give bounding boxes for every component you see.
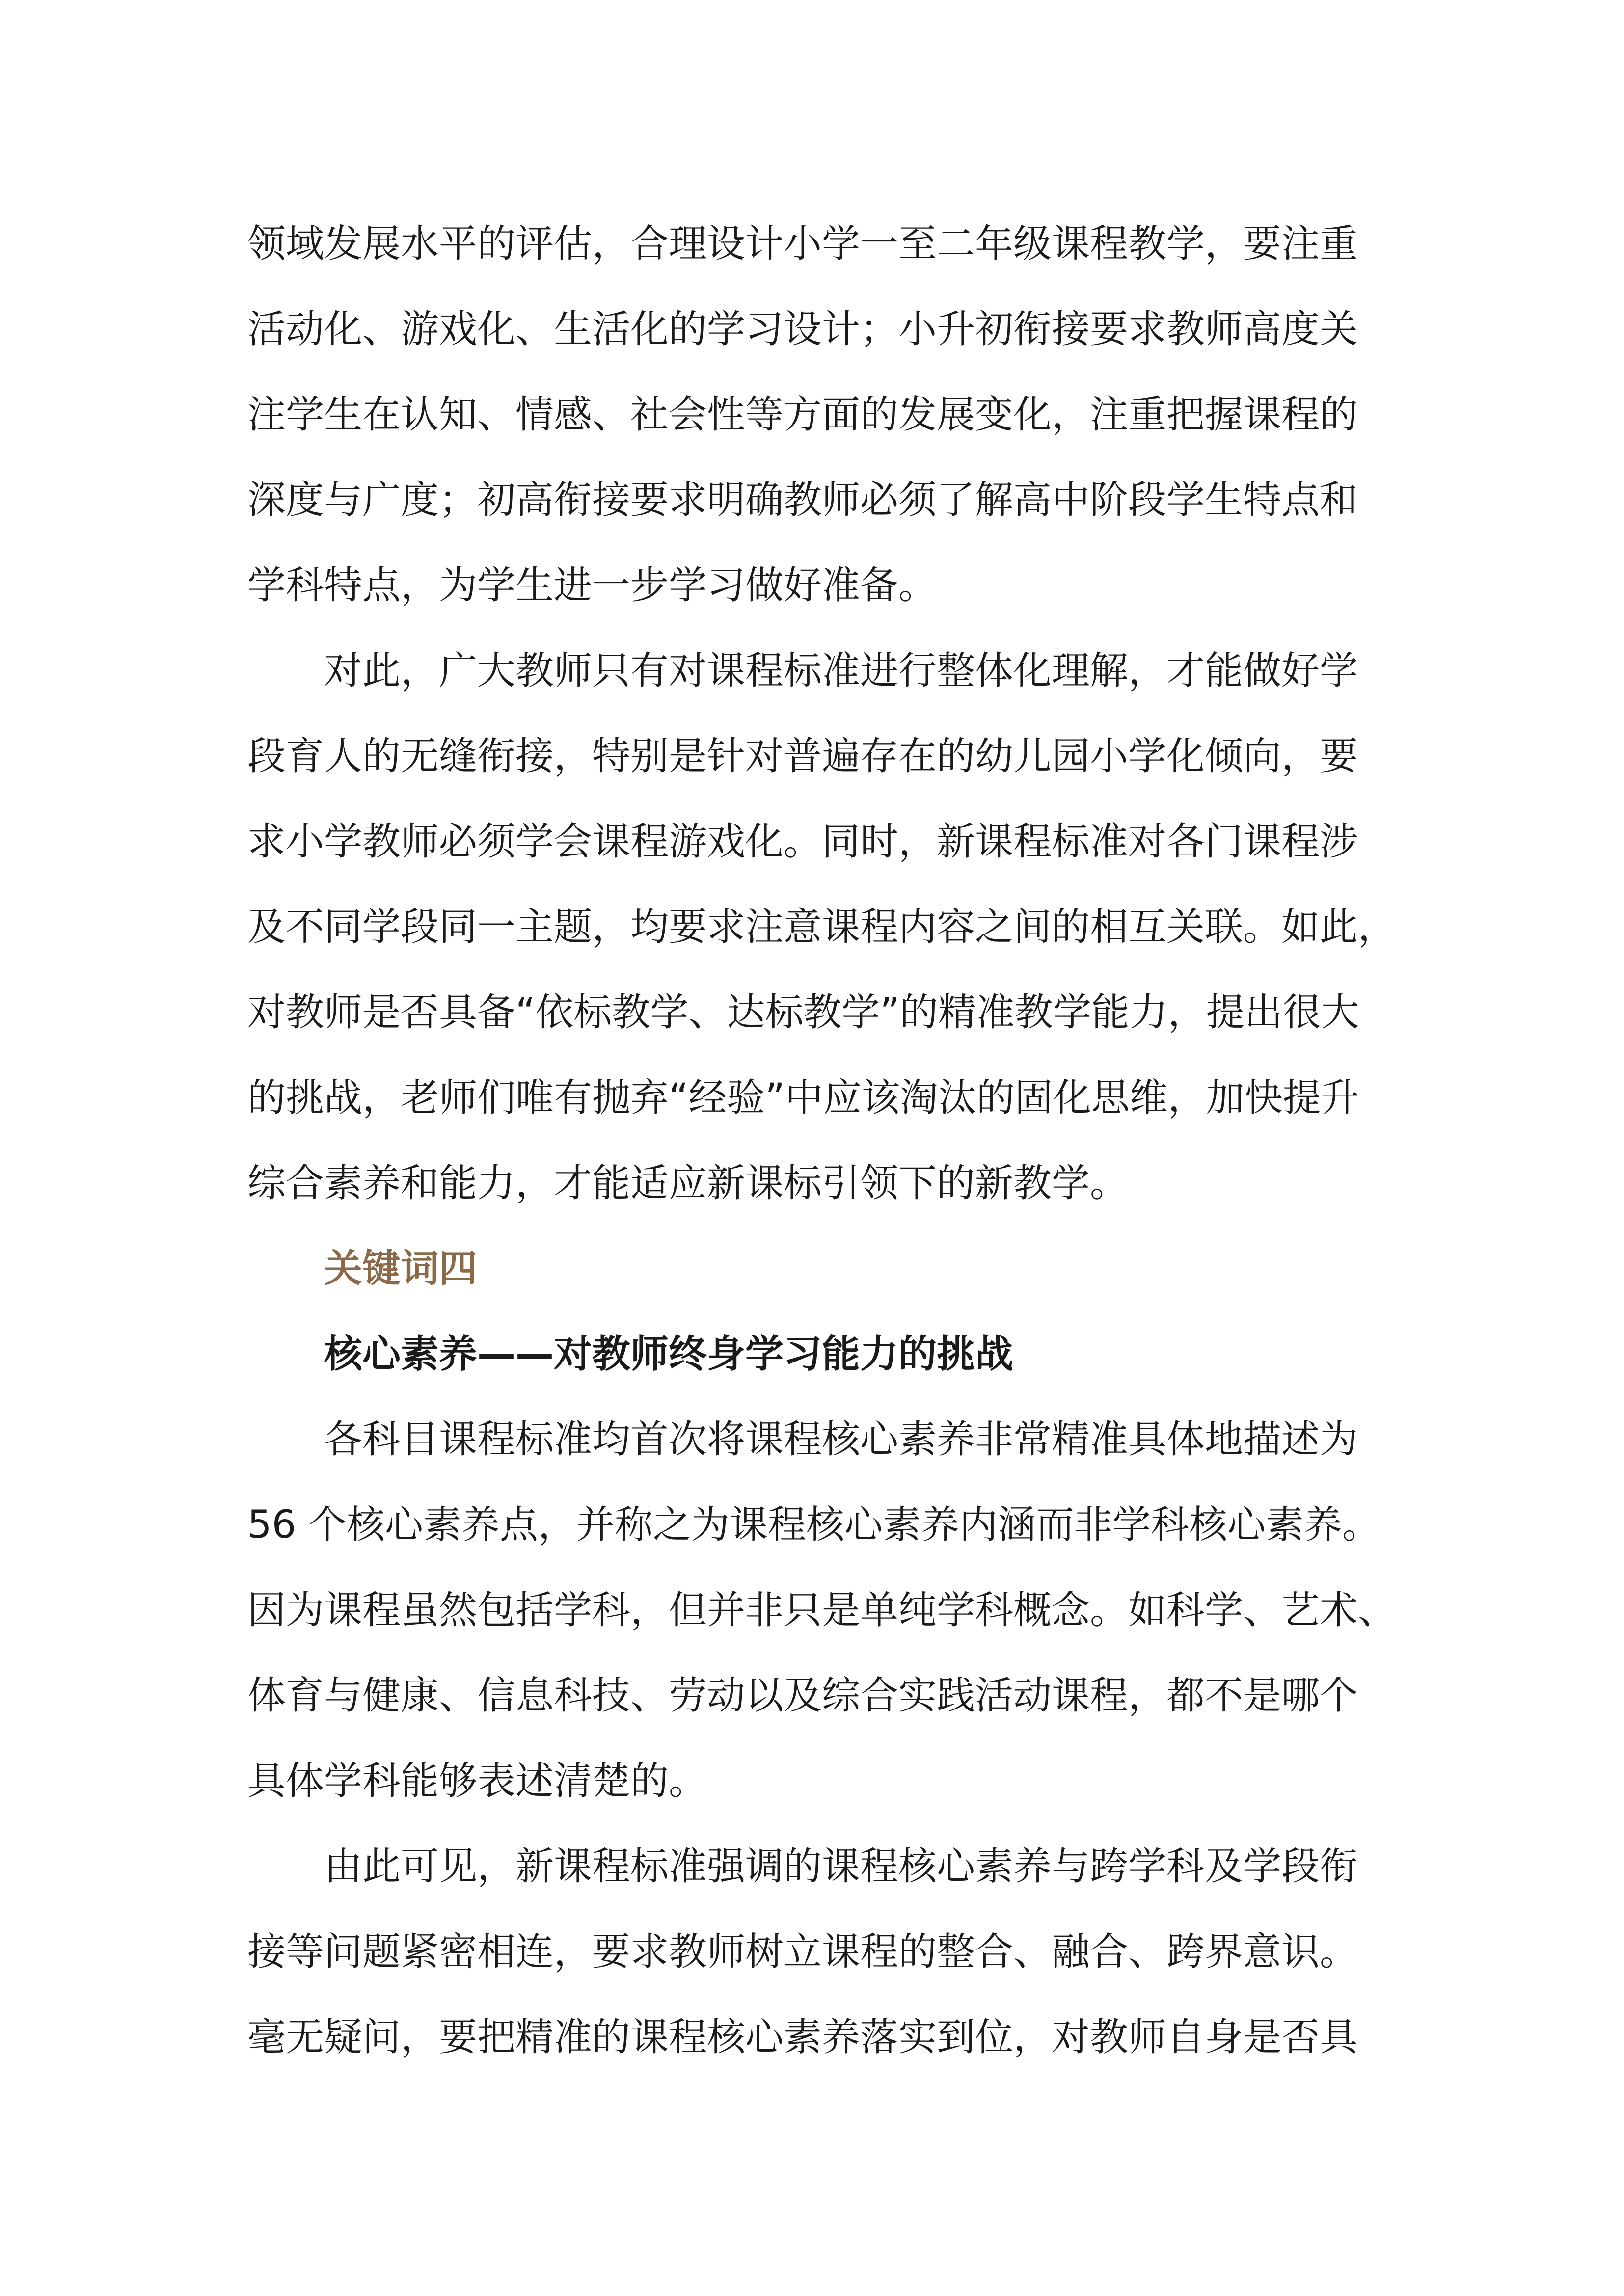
text-line: 因为课程虽然包括学科，但并非只是单纯学科概念。如科学、艺术、 bbox=[247, 1588, 1397, 1632]
keyword-label: 关键词四 bbox=[324, 1247, 478, 1291]
paragraph-teacher-understanding bbox=[247, 628, 1396, 1226]
text-line: 由此可见，新课程标准强调的课程核心素养与跨学科及学段衔 bbox=[324, 1844, 1358, 1889]
text-line: 求小学教师必须学会课程游戏化。同时，新课程标准对各门课程涉 bbox=[247, 820, 1358, 864]
text-line: 及不同学段同一主题，均要求注意课程内容之间的相互关联。如此， bbox=[247, 905, 1397, 949]
text-line: 学科特点，为学生进一步学习做好准备。 bbox=[247, 563, 937, 608]
text-line: 对教师是否具备“依标教学、达标教学”的精准教学能力，提出很大 bbox=[247, 990, 1359, 1035]
keyword-label-row bbox=[247, 1226, 1396, 1311]
text-line: 活动化、游戏化、生活化的学习设计；小升初衔接要求教师高度关 bbox=[247, 307, 1358, 351]
document-body bbox=[247, 201, 1396, 2080]
text-line: 段育人的无缝衔接，特别是针对普遍存在的幼儿园小学化倾向，要 bbox=[247, 734, 1358, 778]
text-line: 体育与健康、信息科技、劳动以及综合实践活动课程，都不是哪个 bbox=[247, 1674, 1358, 1718]
text-line: 深度与广度；初高衔接要求明确教师必须了解高中阶段学生特点和 bbox=[247, 478, 1358, 522]
text-line: 综合素养和能力，才能适应新课标引领下的新教学。 bbox=[247, 1161, 1129, 1205]
paragraph-continuation bbox=[247, 201, 1396, 628]
section-heading: 核心素养——对教师终身学习能力的挑战 bbox=[324, 1332, 1014, 1376]
text-line: 具体学科能够表述清楚的。 bbox=[247, 1759, 707, 1803]
paragraph-core-literacy bbox=[247, 1397, 1396, 1824]
text-line: 对此，广大教师只有对课程标准进行整体化理解，才能做好学 bbox=[324, 649, 1358, 693]
text-line: 的挑战，老师们唯有抛弃“经验”中应该淘汰的固化思维，加快提升 bbox=[247, 1076, 1359, 1120]
text-line: 毫无疑问，要把精准的课程核心素养落实到位，对教师自身是否具 bbox=[247, 2015, 1358, 2059]
text-line: 各科目课程标准均首次将课程核心素养非常精准具体地描述为 bbox=[324, 1417, 1358, 1462]
text-line: 注学生在认知、情感、社会性等方面的发展变化，注重把握课程的 bbox=[247, 393, 1358, 437]
text-line: 领域发展水平的评估，合理设计小学一至二年级课程教学，要注重 bbox=[247, 222, 1358, 266]
paragraph-cross-discipline bbox=[247, 1824, 1396, 2080]
text-line: 56 个核心素养点，并称之为课程核心素养内涵而非学科核心素养。 bbox=[247, 1503, 1381, 1547]
text-line: 接等问题紧密相连，要求教师树立课程的整合、融合、跨界意识。 bbox=[247, 1930, 1358, 1974]
keyword-heading-row bbox=[247, 1311, 1396, 1397]
